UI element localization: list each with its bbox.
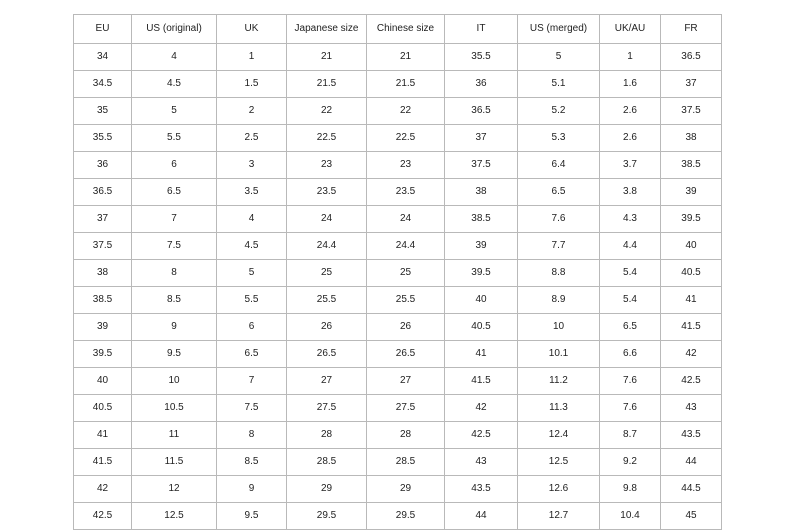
table-cell: 11	[132, 422, 217, 449]
table-cell: 27.5	[367, 395, 445, 422]
size-conversion-table-container	[73, 14, 721, 530]
table-cell: 21.5	[367, 71, 445, 98]
table-cell: 29.5	[287, 503, 367, 530]
table-cell: 26.5	[287, 341, 367, 368]
table-cell: 24	[287, 206, 367, 233]
table-cell: 38	[74, 260, 132, 287]
table-row	[74, 44, 722, 71]
table-cell: 5.5	[132, 125, 217, 152]
table-cell: 22	[367, 98, 445, 125]
table-cell: 26	[367, 314, 445, 341]
table-cell: 3	[217, 152, 287, 179]
table-cell: 5	[132, 98, 217, 125]
table-cell: 39	[445, 233, 518, 260]
table-cell: 37.5	[445, 152, 518, 179]
table-cell: 10.1	[518, 341, 600, 368]
table-cell: 41.5	[74, 449, 132, 476]
table-cell: 12	[132, 476, 217, 503]
table-cell: 6.5	[217, 341, 287, 368]
table-cell: 37.5	[74, 233, 132, 260]
column-header: UK/AU	[600, 15, 661, 44]
table-cell: 6.4	[518, 152, 600, 179]
table-cell: 1	[217, 44, 287, 71]
table-cell: 42	[445, 395, 518, 422]
table-cell: 3.7	[600, 152, 661, 179]
table-header-row	[74, 15, 722, 44]
table-cell: 12.6	[518, 476, 600, 503]
table-cell: 40.5	[74, 395, 132, 422]
table-cell: 21.5	[287, 71, 367, 98]
table-row	[74, 422, 722, 449]
table-row	[74, 395, 722, 422]
table-cell: 5.5	[217, 287, 287, 314]
table-row	[74, 287, 722, 314]
column-header: EU	[74, 15, 132, 44]
table-row	[74, 152, 722, 179]
table-cell: 5.4	[600, 260, 661, 287]
table-cell: 9.8	[600, 476, 661, 503]
table-body	[74, 44, 722, 530]
table-cell: 5.3	[518, 125, 600, 152]
table-cell: 11.2	[518, 368, 600, 395]
table-cell: 40	[445, 287, 518, 314]
table-cell: 11.5	[132, 449, 217, 476]
table-cell: 36.5	[661, 44, 722, 71]
table-cell: 8.5	[132, 287, 217, 314]
table-cell: 7.6	[600, 395, 661, 422]
table-cell: 9	[217, 476, 287, 503]
column-header: IT	[445, 15, 518, 44]
table-cell: 34.5	[74, 71, 132, 98]
table-cell: 45	[661, 503, 722, 530]
table-row	[74, 314, 722, 341]
table-row	[74, 98, 722, 125]
table-cell: 21	[367, 44, 445, 71]
table-cell: 23	[367, 152, 445, 179]
table-cell: 8.9	[518, 287, 600, 314]
table-cell: 40	[74, 368, 132, 395]
table-cell: 3.5	[217, 179, 287, 206]
table-cell: 6.5	[132, 179, 217, 206]
table-cell: 6	[217, 314, 287, 341]
table-cell: 38.5	[445, 206, 518, 233]
table-row	[74, 125, 722, 152]
table-cell: 1	[600, 44, 661, 71]
table-cell: 5	[518, 44, 600, 71]
table-cell: 40.5	[445, 314, 518, 341]
table-cell: 34	[74, 44, 132, 71]
table-cell: 36	[445, 71, 518, 98]
table-cell: 10.4	[600, 503, 661, 530]
table-cell: 24.4	[367, 233, 445, 260]
table-cell: 9.2	[600, 449, 661, 476]
table-cell: 5.2	[518, 98, 600, 125]
table-cell: 22.5	[367, 125, 445, 152]
table-cell: 9	[132, 314, 217, 341]
column-header: US (merged)	[518, 15, 600, 44]
table-cell: 38	[445, 179, 518, 206]
table-cell: 23.5	[367, 179, 445, 206]
table-cell: 25	[287, 260, 367, 287]
table-row	[74, 449, 722, 476]
table-cell: 26	[287, 314, 367, 341]
table-cell: 37	[661, 71, 722, 98]
table-cell: 8.7	[600, 422, 661, 449]
table-cell: 39.5	[445, 260, 518, 287]
table-cell: 37	[445, 125, 518, 152]
table-cell: 43	[445, 449, 518, 476]
table-cell: 44.5	[661, 476, 722, 503]
table-cell: 24.4	[287, 233, 367, 260]
column-header: UK	[217, 15, 287, 44]
table-row	[74, 233, 722, 260]
table-cell: 41.5	[661, 314, 722, 341]
table-cell: 29.5	[367, 503, 445, 530]
table-cell: 42.5	[661, 368, 722, 395]
table-cell: 4	[132, 44, 217, 71]
table-cell: 40.5	[661, 260, 722, 287]
table-cell: 43.5	[661, 422, 722, 449]
table-cell: 25.5	[287, 287, 367, 314]
table-cell: 8	[132, 260, 217, 287]
table-cell: 4.5	[132, 71, 217, 98]
table-cell: 9.5	[217, 503, 287, 530]
table-row	[74, 179, 722, 206]
table-cell: 2.6	[600, 98, 661, 125]
table-row	[74, 476, 722, 503]
table-cell: 39.5	[74, 341, 132, 368]
table-row	[74, 368, 722, 395]
table-cell: 12.7	[518, 503, 600, 530]
table-row	[74, 341, 722, 368]
table-cell: 5.1	[518, 71, 600, 98]
table-cell: 6	[132, 152, 217, 179]
table-cell: 7.6	[600, 368, 661, 395]
table-cell: 28	[367, 422, 445, 449]
table-cell: 6.6	[600, 341, 661, 368]
table-cell: 27	[367, 368, 445, 395]
table-cell: 8.8	[518, 260, 600, 287]
table-cell: 42.5	[445, 422, 518, 449]
table-cell: 5.4	[600, 287, 661, 314]
table-cell: 3.8	[600, 179, 661, 206]
table-header	[74, 15, 722, 44]
table-cell: 2.5	[217, 125, 287, 152]
column-header: Chinese size	[367, 15, 445, 44]
table-cell: 41	[74, 422, 132, 449]
table-cell: 7	[132, 206, 217, 233]
table-cell: 39	[74, 314, 132, 341]
table-cell: 24	[367, 206, 445, 233]
size-conversion-table	[73, 14, 722, 530]
table-cell: 43	[661, 395, 722, 422]
table-cell: 2	[217, 98, 287, 125]
table-cell: 38.5	[74, 287, 132, 314]
table-cell: 27	[287, 368, 367, 395]
table-cell: 4.5	[217, 233, 287, 260]
table-cell: 29	[367, 476, 445, 503]
table-row	[74, 503, 722, 530]
table-cell: 44	[445, 503, 518, 530]
table-cell: 41.5	[445, 368, 518, 395]
table-cell: 7.5	[132, 233, 217, 260]
table-cell: 4.4	[600, 233, 661, 260]
table-cell: 1.6	[600, 71, 661, 98]
table-row	[74, 71, 722, 98]
table-cell: 4.3	[600, 206, 661, 233]
table-cell: 28.5	[367, 449, 445, 476]
table-cell: 39	[661, 179, 722, 206]
table-cell: 27.5	[287, 395, 367, 422]
table-cell: 42	[74, 476, 132, 503]
table-cell: 25	[367, 260, 445, 287]
table-cell: 22	[287, 98, 367, 125]
table-cell: 5	[217, 260, 287, 287]
table-cell: 40	[661, 233, 722, 260]
table-cell: 25.5	[367, 287, 445, 314]
column-header: US (original)	[132, 15, 217, 44]
table-cell: 42	[661, 341, 722, 368]
table-cell: 10.5	[132, 395, 217, 422]
table-cell: 9.5	[132, 341, 217, 368]
table-cell: 7.7	[518, 233, 600, 260]
table-cell: 6.5	[600, 314, 661, 341]
table-cell: 2.6	[600, 125, 661, 152]
table-cell: 22.5	[287, 125, 367, 152]
table-cell: 4	[217, 206, 287, 233]
table-cell: 35.5	[445, 44, 518, 71]
table-cell: 21	[287, 44, 367, 71]
table-cell: 7	[217, 368, 287, 395]
table-cell: 39.5	[661, 206, 722, 233]
table-cell: 23.5	[287, 179, 367, 206]
table-cell: 11.3	[518, 395, 600, 422]
table-cell: 42.5	[74, 503, 132, 530]
table-row	[74, 260, 722, 287]
table-cell: 7.6	[518, 206, 600, 233]
table-cell: 12.5	[132, 503, 217, 530]
table-cell: 26.5	[367, 341, 445, 368]
table-cell: 12.5	[518, 449, 600, 476]
table-cell: 36.5	[445, 98, 518, 125]
table-cell: 35	[74, 98, 132, 125]
table-cell: 43.5	[445, 476, 518, 503]
table-cell: 10	[132, 368, 217, 395]
column-header: FR	[661, 15, 722, 44]
table-cell: 41	[661, 287, 722, 314]
table-cell: 28.5	[287, 449, 367, 476]
table-cell: 44	[661, 449, 722, 476]
table-cell: 36.5	[74, 179, 132, 206]
table-cell: 7.5	[217, 395, 287, 422]
table-row	[74, 206, 722, 233]
table-cell: 29	[287, 476, 367, 503]
table-cell: 35.5	[74, 125, 132, 152]
column-header: Japanese size	[287, 15, 367, 44]
table-cell: 1.5	[217, 71, 287, 98]
table-cell: 38	[661, 125, 722, 152]
table-cell: 10	[518, 314, 600, 341]
table-cell: 8	[217, 422, 287, 449]
table-cell: 41	[445, 341, 518, 368]
table-cell: 38.5	[661, 152, 722, 179]
table-cell: 37	[74, 206, 132, 233]
table-cell: 8.5	[217, 449, 287, 476]
table-cell: 12.4	[518, 422, 600, 449]
table-cell: 23	[287, 152, 367, 179]
table-cell: 37.5	[661, 98, 722, 125]
table-cell: 28	[287, 422, 367, 449]
table-cell: 6.5	[518, 179, 600, 206]
table-cell: 36	[74, 152, 132, 179]
